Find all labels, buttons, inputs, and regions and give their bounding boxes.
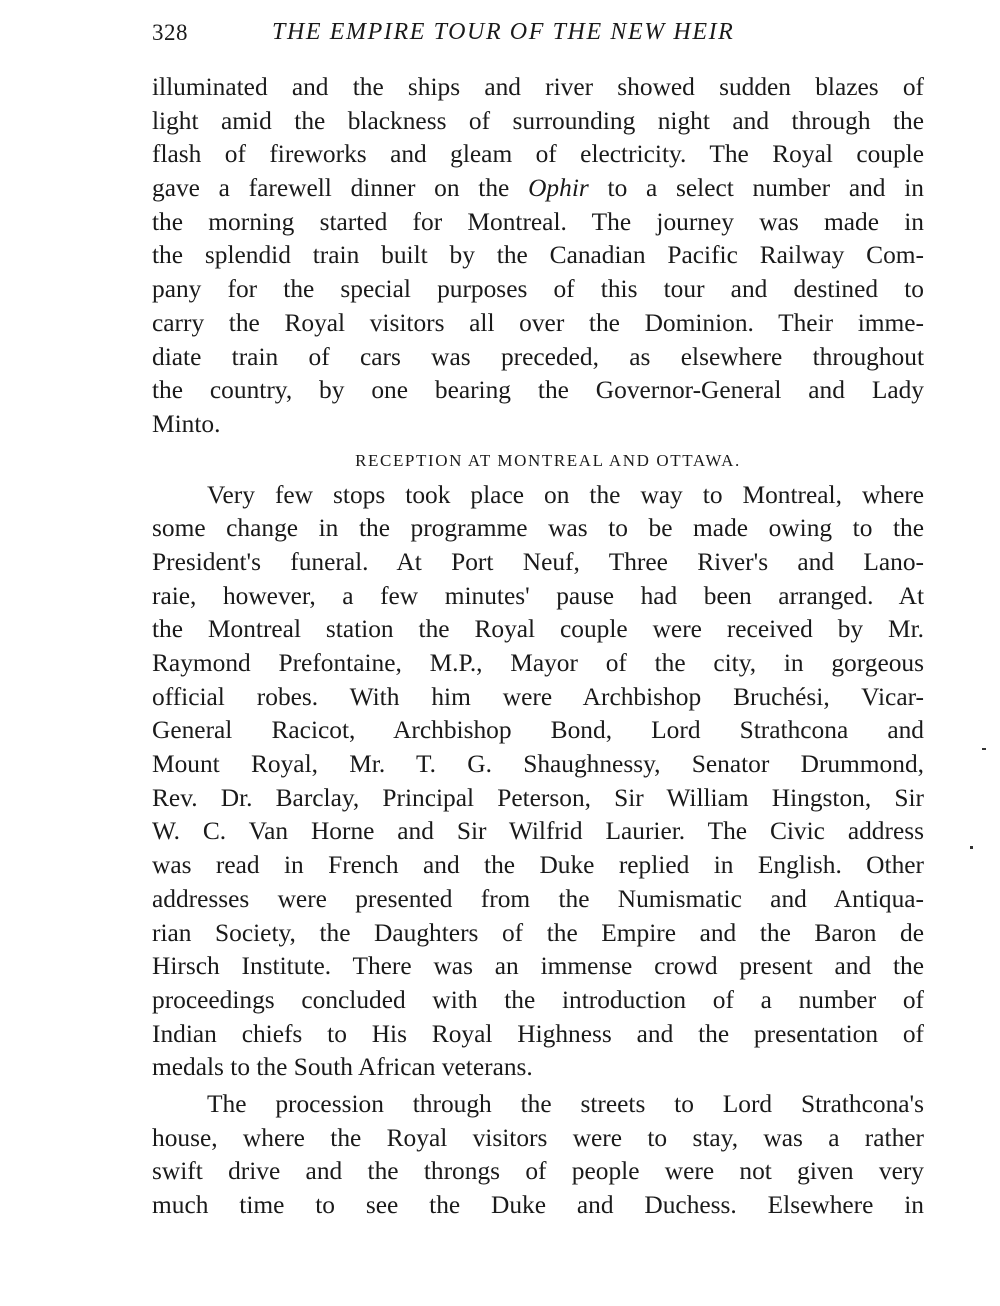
text-line: swift drive and the throngs of people were not given very <box>152 1157 924 1186</box>
text-line: was read in French and the Duke replied in English. Other <box>152 851 924 880</box>
text-line: pany for the special purposes of this tour and destined to <box>152 275 924 304</box>
text-line-start: gave a farewell dinner on the <box>152 174 510 203</box>
text-line: the morning started for Montreal. The journey was made in <box>152 207 924 236</box>
text-line: Indian chiefs to His Royal Highness and the presentation of <box>152 1019 924 1048</box>
text-line: proceedings concluded with the introduction of a number of <box>152 985 924 1014</box>
text-line: illuminated and the ships and river showed sudden blazes of <box>152 73 924 101</box>
text-line: The procession through the streets to Lord Strathcona's <box>207 1089 924 1118</box>
text-line: carry the Royal visitors all over the Dominion. Their imme- <box>152 308 924 337</box>
text-line: much time to see the Duke and Duchess. Elsewhere in <box>152 1191 924 1219</box>
running-title: THE EMPIRE TOUR OF THE NEW HEIR <box>272 19 735 45</box>
paragraph-3 <box>152 1088 924 1223</box>
text-line: official robes. With him were Archbishop Bruchési, Vicar- <box>152 682 924 711</box>
body-text <box>152 71 924 1223</box>
text-line: rian Society, the Daughters of the Empire and the Baron de <box>152 918 924 947</box>
text-line: W. C. Van Horne and Sir Wilfrid Laurier. The Civic address <box>152 817 924 846</box>
section-heading: RECEPTION AT MONTREAL AND OTTAWA. <box>355 450 741 470</box>
text-line: Minto. <box>152 409 221 438</box>
scan-mark <box>970 846 973 849</box>
text-line <box>152 172 924 206</box>
text-line: Mount Royal, Mr. T. G. Shaughnessy, Senator Drummond, <box>152 750 924 779</box>
text-line: the country, by one bearing the Governor-General and Lady <box>152 376 924 405</box>
text-line: diate train of cars was preceded, as elsewhere throughout <box>152 342 924 371</box>
text-line: Raymond Prefontaine, M.P., Mayor of the city, in gorgeous <box>152 649 924 677</box>
page-number: 328 <box>152 20 188 45</box>
text-line-end: to a select number and in <box>607 174 924 203</box>
text-line: General Racicot, Archbishop Bond, Lord Strathcona and <box>152 716 924 745</box>
text-line: Rev. Dr. Barclay, Principal Peterson, Sir William Hingston, Sir <box>152 783 924 812</box>
ship-name: Ophir <box>528 174 589 203</box>
text-line: medals to the South African veterans. <box>152 1053 533 1082</box>
running-head <box>152 16 932 50</box>
text-line: house, where the Royal visitors were to stay, was a rather <box>152 1123 924 1152</box>
text-line: Hirsch Institute. There was an immense crowd present and the <box>152 952 924 981</box>
text-line: raie, however, a few minutes' pause had been arranged. At <box>152 581 924 610</box>
text-line: flash of fireworks and gleam of electricity. The Royal couple <box>152 140 924 169</box>
text-line: some change in the programme was to be made owing to the <box>152 514 924 543</box>
text-line: President's funeral. At Port Neuf, Three River's and Lano- <box>152 547 924 576</box>
text-line: the Montreal station the Royal couple were received by Mr. <box>152 615 924 644</box>
text-line: Very few stops took place on the way to Montreal, where <box>207 480 924 509</box>
text-line: light amid the blackness of surrounding night and through the <box>152 106 924 135</box>
scan-mark <box>982 748 986 750</box>
text-line: addresses were presented from the Numismatic and Antiqua- <box>152 884 924 913</box>
text-line: the splendid train built by the Canadian Pacific Railway Com- <box>152 241 924 270</box>
paragraph-1 <box>152 71 924 442</box>
paragraph-2 <box>152 479 924 1085</box>
